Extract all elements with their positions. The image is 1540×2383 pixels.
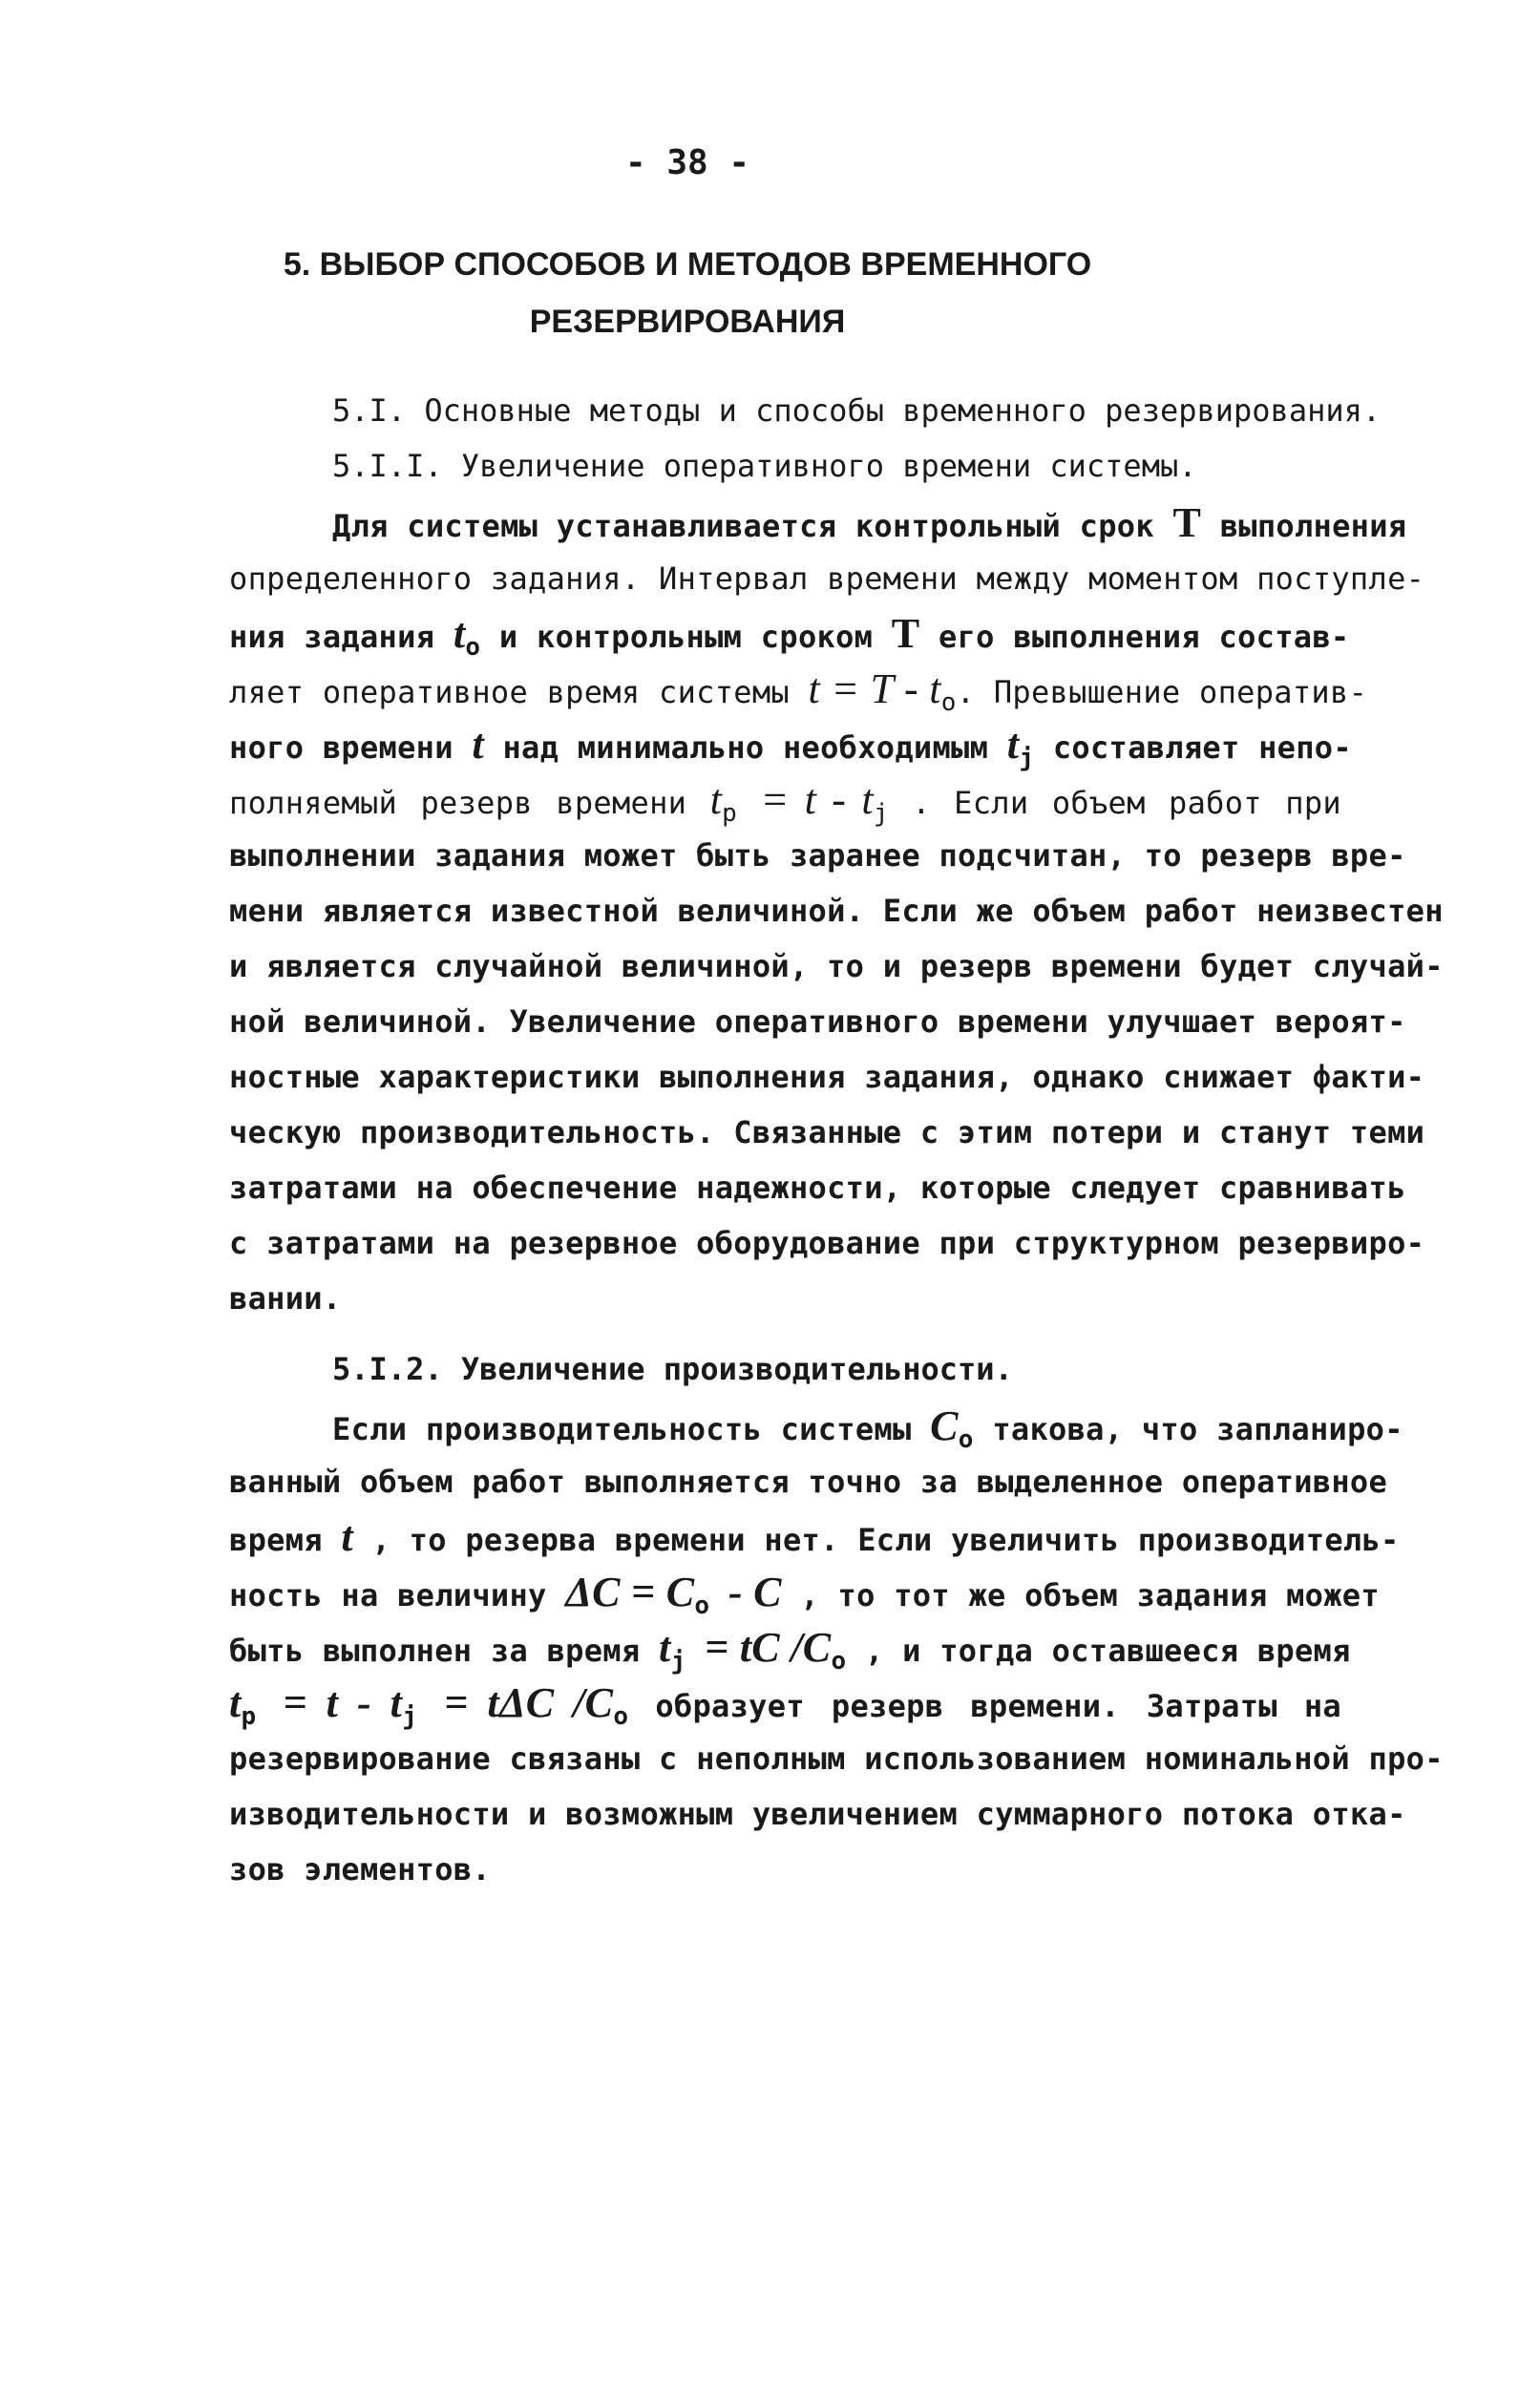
p2-line: время t , то резерва времени нет. Если увеличить производитель- — [229, 1513, 1400, 1560]
p2-line: $t_p = t - t_j = t\Delta C$ $/C_o$ образует резерв времени. Затраты на — [229, 1679, 1341, 1731]
p1-line: ния задания $t_o$ и контрольным сроком T его выполнения состав- — [229, 610, 1350, 662]
p1-line: с затратами на резервное оборудование при структурном резервиро- — [229, 1225, 1425, 1261]
p2-line: резервирование связаны с неполным использованием номинальной про- — [229, 1740, 1444, 1777]
p1-line: и является случайной величиной, то и резерв времени будет случай- — [229, 948, 1444, 984]
chapter-title-line2: РЕЗЕРВИРОВАНИЯ — [529, 304, 846, 340]
p1-line: ной величиной. Увеличение оперативного времени улучшает вероят- — [229, 1003, 1406, 1040]
p2-line: изводительности и возможным увеличением суммарного потока отка- — [229, 1796, 1406, 1832]
p1-line: выполнении задания может быть заранее подсчитан, то резерв вре- — [229, 837, 1406, 874]
section-5-1-1-heading: 5.I.I. Увеличение оперативного времени системы. — [332, 448, 1197, 484]
p1-line: мени является известной величиной. Если же объем работ неизвестен — [229, 893, 1444, 929]
p2-line: ность на величину $\Delta C = C_o - C$ , то тот же объем задания может — [229, 1569, 1380, 1620]
p2-line: быть выполнен за время $t_j$ = tC $/C_o$ , и тогда оставшееся время — [229, 1624, 1351, 1676]
p1-line: Для системы устанавливается контрольный срок T выполнения — [332, 499, 1407, 546]
p2-line: Если производительность системы $C_o$ такова, что запланиро- — [332, 1402, 1403, 1454]
p1-line: ческую производительность. Связанные с этим потери и станут теми — [229, 1114, 1425, 1150]
p1-line: затратами на обеспечение надежности, которые следует сравнивать — [229, 1170, 1406, 1206]
p2-line: ванный объем работ выполняется точно за выделенное оперативное — [229, 1464, 1388, 1500]
p1-line: вании. — [229, 1280, 342, 1317]
p1-line: ностные характеристики выполнения задания, однако снижает факти- — [229, 1059, 1425, 1095]
p2-line: зов элементов. — [229, 1851, 491, 1887]
section-5-1-2-heading: 5.I.2. Увеличение производительности. — [332, 1351, 1013, 1387]
p1-line: ного времени t над минимально необходимым $t_j$ составляет непо- — [229, 721, 1352, 772]
p1-line: определенного задания. Интервал времени между моментом поступле- — [229, 560, 1425, 597]
p1-line: ляет оперативное время системы $t = T - t_o$. Превышение оператив- — [229, 665, 1368, 717]
p1-line: полняемый резерв времени $t_p = t - t_j$ . Если объем работ при — [229, 776, 1341, 828]
chapter-title-line1: 5. ВЫБОР СПОСОБОВ И МЕТОДОВ ВРЕМЕННОГО — [283, 246, 1092, 283]
section-5-1-heading: 5.I. Основные методы и способы временного резервирования. — [332, 392, 1382, 429]
page-number: - 38 - — [624, 143, 750, 182]
